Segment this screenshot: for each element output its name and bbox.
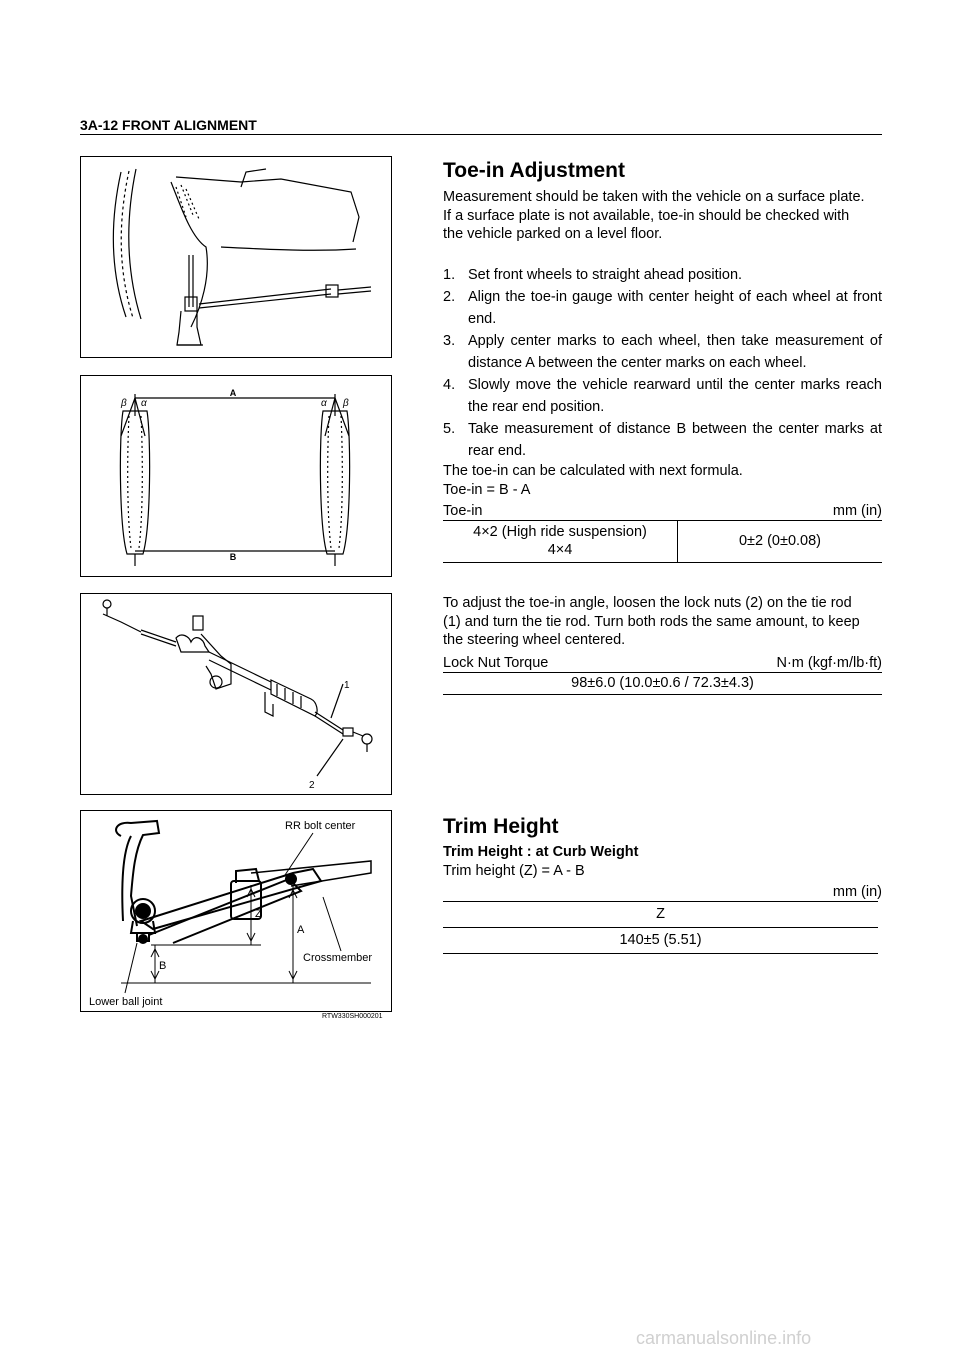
toe-in-spec-unit: mm (in) bbox=[832, 503, 882, 519]
intro-line-2: If a surface plate is not available, toe-in should be checked with the vehicle parked on a level floor. bbox=[443, 207, 850, 242]
formula-note: The toe-in can be calculated with next formula. bbox=[443, 463, 743, 479]
step-number: 4. bbox=[443, 377, 456, 393]
trim-height-col-header: Z bbox=[443, 901, 878, 928]
crossmember-label: Crossmember bbox=[303, 952, 373, 964]
step-item bbox=[443, 374, 882, 418]
watermark: carmanualsonline.info bbox=[636, 1328, 812, 1348]
trim-height-subheading: Trim Height : at Curb Weight bbox=[443, 844, 639, 860]
intro-line-1: Measurement should be taken with the vehicle on a surface plate. bbox=[443, 189, 865, 205]
torque-unit: N·m (kgf·m/lb·ft) bbox=[776, 655, 882, 671]
toe-in-spec-label: Toe-in bbox=[443, 503, 483, 519]
toe-in-spec-row bbox=[443, 521, 882, 563]
toe-in-heading: Toe-in Adjustment bbox=[443, 159, 625, 182]
toe-in-formula: Toe-in = B - A bbox=[443, 482, 531, 498]
torque-label: Lock Nut Torque bbox=[443, 655, 549, 671]
step-text: Take measurement of distance B between the center marks at rear end. bbox=[468, 421, 882, 459]
distance-a-label: A bbox=[229, 388, 237, 398]
spec-row-value: 0±2 (0±0.08) bbox=[738, 533, 821, 549]
trim-height-figure bbox=[80, 810, 392, 1012]
page-header: 3A-12 FRONT ALIGNMENT bbox=[80, 116, 882, 135]
step-number: 2. bbox=[443, 289, 456, 305]
toe-in-gauge-figure bbox=[80, 156, 392, 358]
toe-in-intro bbox=[443, 188, 882, 244]
spec-row-label-2: 4×4 bbox=[547, 542, 573, 558]
figure-code: RTW330SH000201 bbox=[322, 1013, 383, 1020]
torque-value: 98±6.0 (10.0±0.6 / 72.3±4.3) bbox=[443, 673, 882, 695]
toe-in-spec-header bbox=[443, 502, 882, 521]
step-item bbox=[443, 286, 882, 330]
tie-rod-figure bbox=[80, 593, 392, 795]
toe-in-gauge-illustration bbox=[81, 157, 391, 357]
step-item bbox=[443, 330, 882, 374]
b-label: B bbox=[159, 960, 167, 972]
step-item bbox=[443, 264, 882, 286]
distance-b-label: B bbox=[229, 552, 237, 562]
a-label: A bbox=[297, 924, 305, 936]
z-label: Z bbox=[255, 908, 262, 920]
trim-height-illustration bbox=[81, 811, 391, 1011]
alpha-left-label: α bbox=[141, 398, 147, 409]
toe-in-steps bbox=[443, 264, 882, 462]
trim-height-unit: mm (in) bbox=[832, 884, 882, 900]
step-number: 3. bbox=[443, 333, 456, 349]
callout-tie-rod: 1 bbox=[344, 680, 350, 691]
torque-spec-header bbox=[443, 654, 882, 673]
trim-height-heading: Trim Height bbox=[443, 815, 559, 838]
tie-rod-illustration bbox=[81, 594, 391, 794]
adjust-instructions: To adjust the toe-in angle, loosen the lock nuts (2) on the tie rod (1) and turn the tie rod. Turn both rods the same amount, to keep the steering wheel centered. bbox=[443, 595, 860, 648]
toe-measurement-figure bbox=[80, 375, 392, 577]
lower-ball-joint-label: Lower ball joint bbox=[89, 996, 163, 1008]
trim-height-value: 140±5 (5.51) bbox=[443, 928, 878, 954]
beta-right-label: β bbox=[343, 398, 349, 409]
rr-bolt-center-label: RR bolt center bbox=[285, 820, 356, 832]
step-text: Align the toe-in gauge with center height of each wheel at front end. bbox=[468, 289, 882, 327]
alpha-right-label: α bbox=[321, 398, 327, 409]
spec-row-label bbox=[443, 521, 678, 562]
step-number: 1. bbox=[443, 267, 456, 283]
step-text: Slowly move the vehicle rearward until the center marks reach the rear end position. bbox=[468, 377, 882, 415]
step-number: 5. bbox=[443, 421, 456, 437]
step-item bbox=[443, 418, 882, 462]
callout-lock-nut: 2 bbox=[309, 780, 315, 791]
step-text: Apply center marks to each wheel, then take measurement of distance A between the center marks on each wheel. bbox=[468, 333, 882, 371]
beta-left-label: β bbox=[121, 398, 127, 409]
spec-row-label-1: 4×2 (High ride suspension) bbox=[473, 524, 647, 540]
toe-measurement-illustration bbox=[81, 376, 391, 576]
step-text: Set front wheels to straight ahead position. bbox=[468, 267, 743, 283]
trim-height-formula: Trim height (Z) = A - B bbox=[443, 863, 585, 879]
